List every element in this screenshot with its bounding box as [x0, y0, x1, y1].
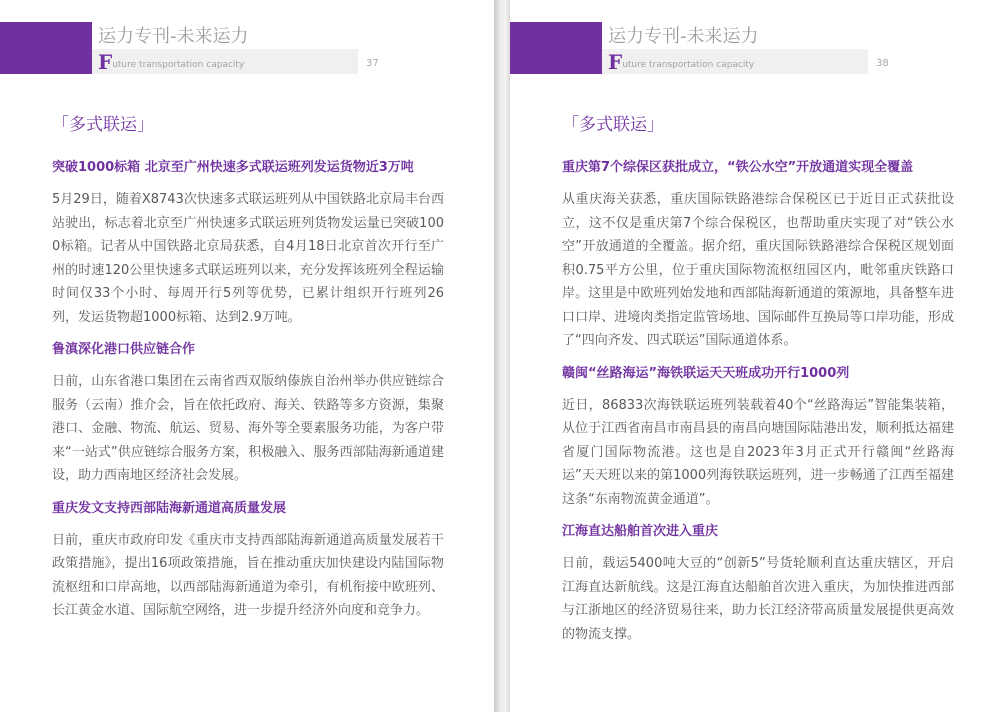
article-list — [52, 150, 444, 634]
article-title: 突破1000标箱 北京至广州快速多式联运班列发运货物近3万吨 — [52, 160, 414, 175]
magazine-subtitle — [608, 50, 754, 74]
subtitle-initial: F — [608, 50, 623, 74]
article-list — [562, 150, 954, 657]
magazine-title: 运力专刊-未来运力 — [608, 26, 759, 47]
subtitle-rest: uture transportation capacity — [112, 60, 245, 70]
article-title: 赣闽“丝路海运”海铁联运天天班成功开行1000列 — [562, 365, 850, 381]
article-title: 重庆发文支持西部陆海新通道高质量发展 — [52, 500, 287, 516]
subtitle-initial: F — [98, 50, 113, 74]
header-accent-block — [0, 22, 92, 74]
article-title: 重庆第7个综保区获批成立，“铁公水空”开放通道实现全覆盖 — [562, 160, 914, 175]
magazine-subtitle — [98, 50, 244, 74]
section-tag: 「多式联运」 — [562, 115, 664, 135]
subtitle-rest: uture transportation capacity — [622, 60, 755, 70]
page-number: 37 — [366, 58, 379, 69]
left-page — [0, 0, 494, 712]
article-title: 江海直达船舶首次进入重庆 — [562, 524, 719, 539]
article-body: 日前，山东省港口集团在云南省西双版纳傣族自治州举办供应链综合服务（云南）推介会，旨在依托政府、海关、铁路等多方资源，集聚港口、金融、物流、航运、贸易、海外等全要素服务功能，为客户带来“一站式”供应链综合服务方案，积极融入、服务西部陆海新通道建设，助力西南地区经济社会发展。 — [52, 374, 444, 483]
article-body: 近日，86833次海铁联运班列装载着40个“丝路海运”智能集装箱，从位于江西省南昌市南昌县的南昌向塘国际陆港出发，顺利抵达福建省厦门国际物流港。这也是自2023年3月正式开行赣闽“丝路海运”天天班以来的第1000列海铁联运班列，进一步畅通了江西至福建这条“东南物流黄金通道”。 — [562, 397, 954, 507]
article-body: 日前，重庆市政府印发《重庆市支持西部陆海新通道高质量发展若干政策措施》，提出16项政策措施，旨在推动重庆加快建设内陆国际物流枢纽和口岸高地，以西部陆海新通道为牵引，有机衔接中欧班列、长江黄金水道、国际航空网络，进一步提升经济外向度和竞争力。 — [52, 532, 444, 618]
article-title: 鲁滇深化港口供应链合作 — [52, 342, 196, 357]
article-body: 5月29日，随着X8743次快速多式联运班列从中国铁路北京局丰台西站驶出，标志着北京至广州快速多式联运班列货物发运量已突破1000标箱。记者从中国铁路北京局获悉，自4月18日北京首次开行至广州的时速120公里快速多式联运班列以来，充分发挥该班列全程运输时间仅33个小时、每周开行5列等优势，已累计组织开行班列26列，发运货物超1000标箱、达到2.9万吨。 — [52, 192, 444, 325]
article-body: 从重庆海关获悉，重庆国际铁路港综合保税区已于近日正式获批设立，这不仅是重庆第7个综合保税区，也帮助重庆实现了对“铁公水空”开放通道的全覆盖。据介绍，重庆国际铁路港综合保税区规划面积0.75平方公里，位于重庆国际物流枢纽园区内，毗邻重庆铁路口岸。这里是中欧班列始发地和西部陆海新通道的策源地，具备整车进口口岸、进境肉类指定监管场地、国际邮件互换局等口岸功能，形成了“四向齐发、四式联运”国际通道体系。 — [562, 192, 954, 348]
header-accent-block — [510, 22, 602, 74]
page-gutter — [494, 0, 510, 712]
page-number: 38 — [876, 58, 889, 69]
article-body: 日前，载运5400吨大豆的“创新5”号货轮顺利直达重庆辖区，开启江海直达新航线。这是江海直达船舶首次进入重庆，为加快推进西部与江浙地区的经济贸易往来，助力长江经济带高质量发展提供更高效的物流支撑。 — [562, 556, 954, 642]
section-tag: 「多式联运」 — [52, 115, 154, 135]
right-page — [510, 0, 1004, 712]
magazine-title: 运力专刊-未来运力 — [98, 26, 249, 47]
